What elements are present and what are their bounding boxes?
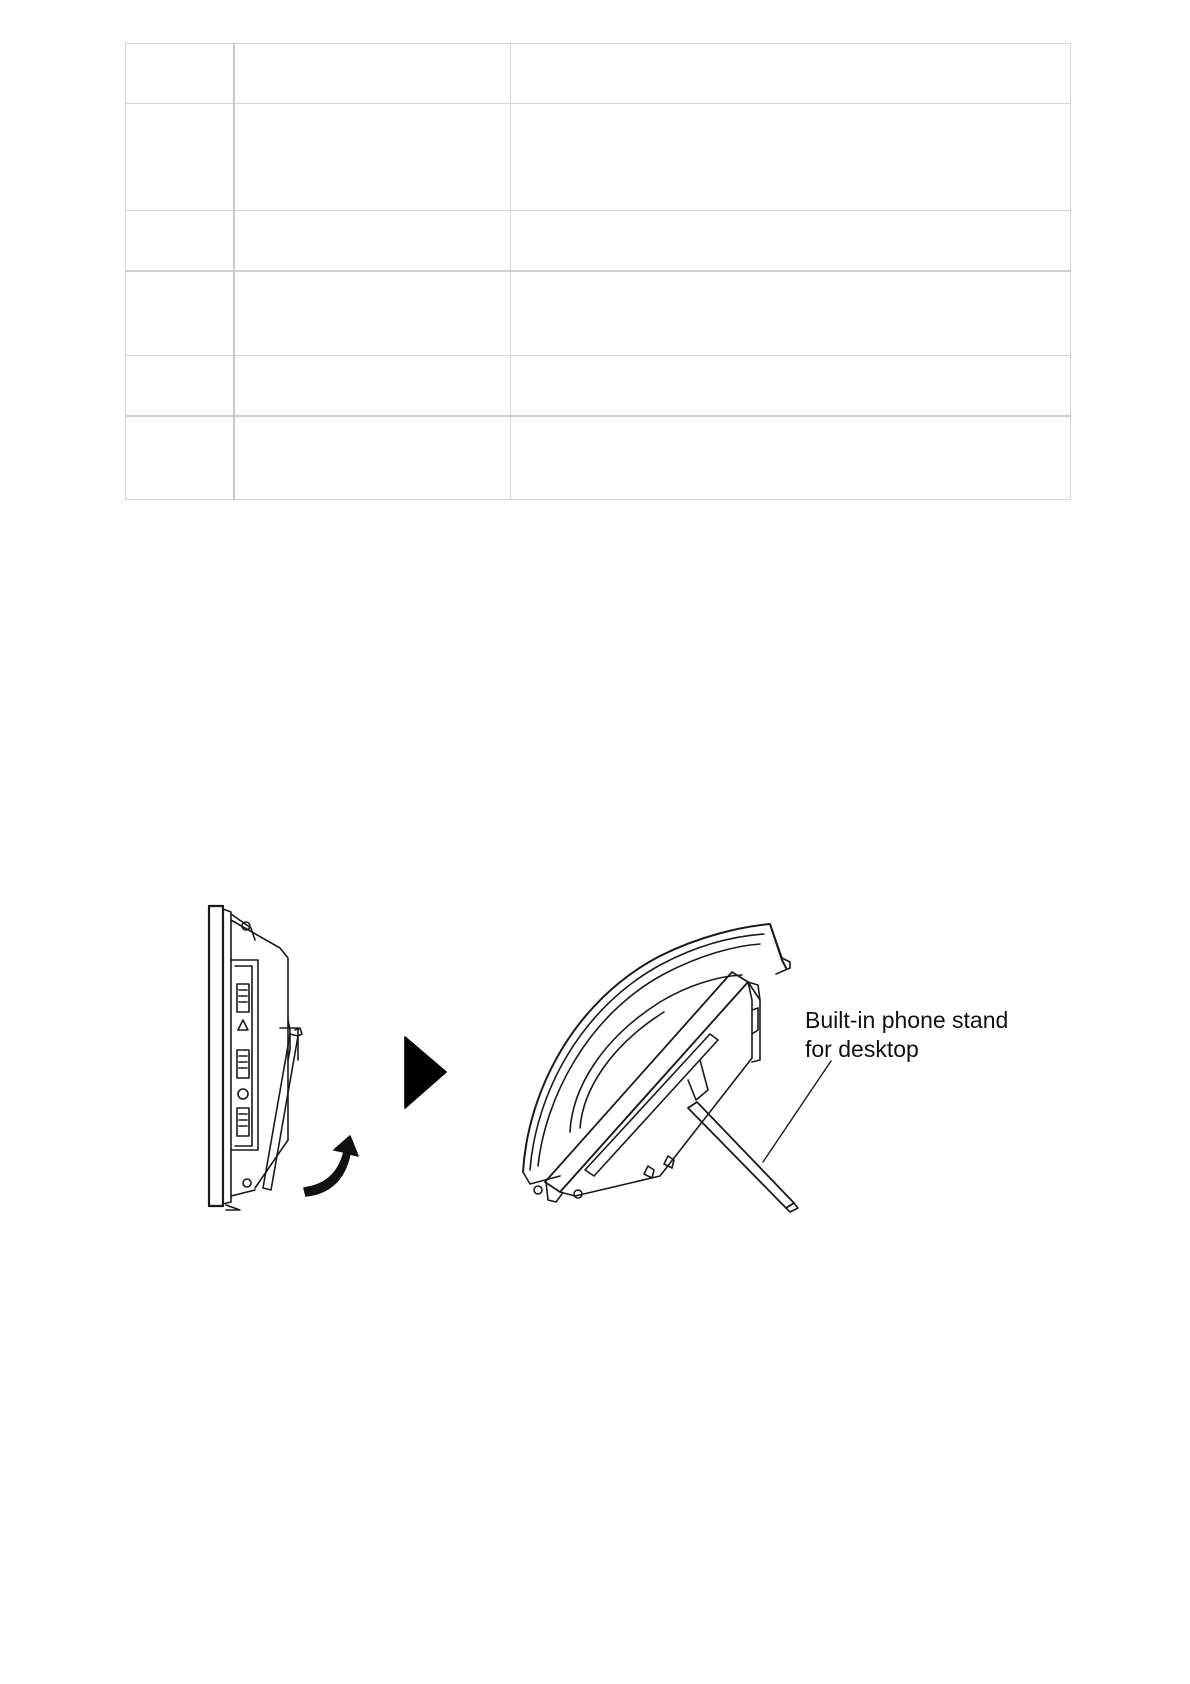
callout-leader-line <box>763 1061 831 1162</box>
phone-side-view <box>209 906 358 1210</box>
next-step-arrow-icon <box>405 1037 446 1108</box>
callout-line-2: for desktop <box>805 1036 919 1062</box>
callout-line-1: Built-in phone stand <box>805 1007 1009 1033</box>
phone-standing-view <box>523 924 831 1212</box>
phone-stand-callout <box>805 1006 1008 1064</box>
